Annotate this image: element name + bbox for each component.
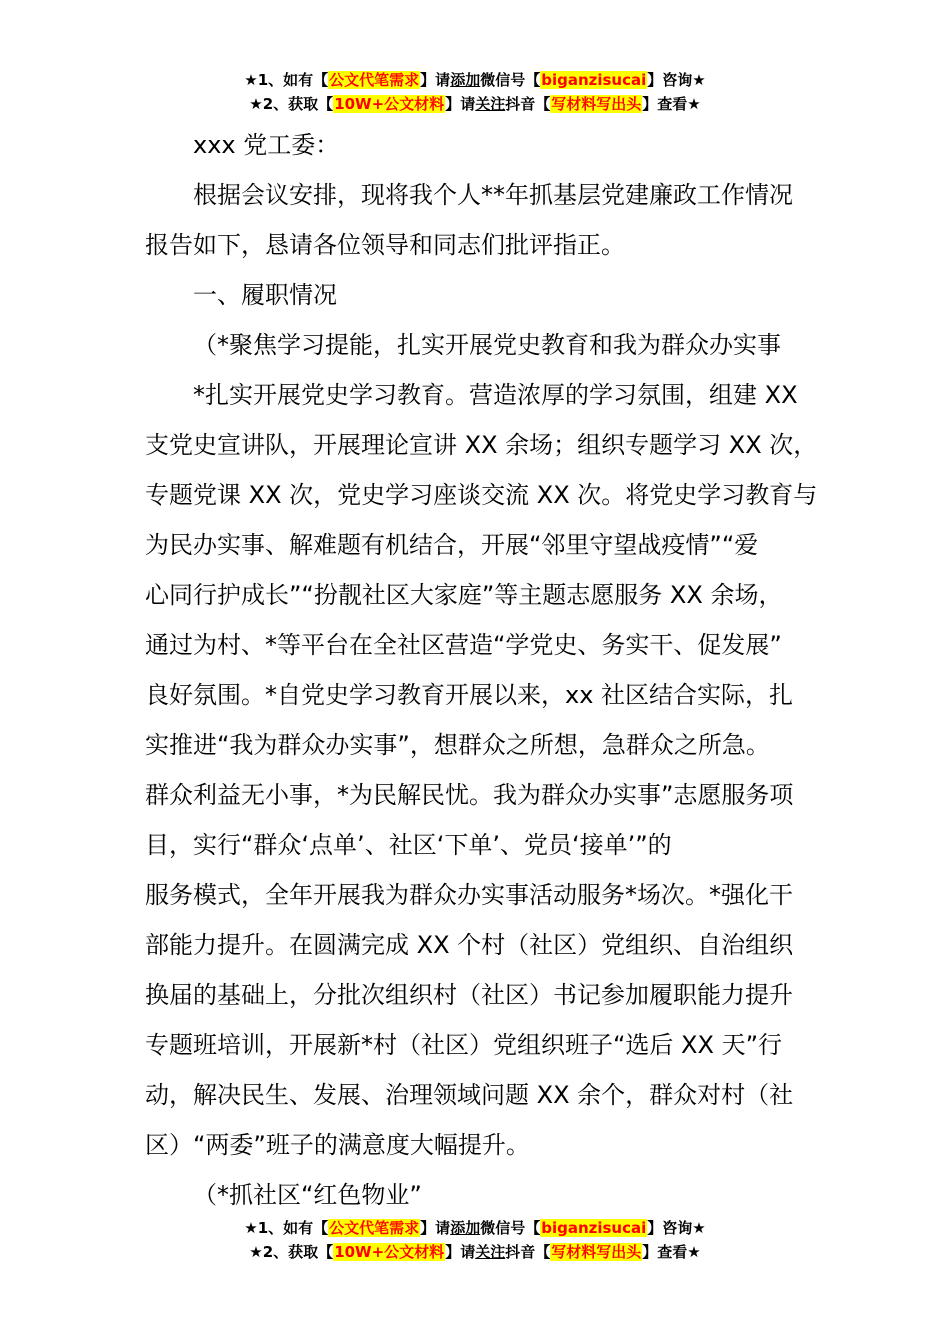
banner-text: ★2、获取【 <box>249 95 334 113</box>
banner-text: 抖音【 <box>505 1243 551 1261</box>
paragraph-line: 支党史宣讲队，开展理论宣讲 XX 余场；组织专题学习 XX 次， <box>145 431 818 459</box>
banner-text: 】咨询★ <box>647 1219 706 1237</box>
subsection-heading: （*聚焦学习提能，扎实开展党史教育和我为群众办实事 <box>193 331 781 359</box>
highlight-wechat-id: biganzisucai <box>541 71 647 89</box>
paragraph-line: 服务模式，全年开展我为群众办实事活动服务*场次。*强化干 <box>145 881 793 909</box>
banner-text: 】请 <box>445 95 476 113</box>
paragraph-line: 专题党课 XX 次，党史学习座谈交流 XX 次。将党史学习教育与 <box>145 481 818 509</box>
highlight-service: 公文代笔需求 <box>329 71 420 89</box>
paragraph-line: 区）“两委”班子的满意度大幅提升。 <box>145 1131 530 1159</box>
banner-text: ★1、如有【 <box>244 1219 329 1237</box>
paragraph-line: 为民办实事、解难题有机结合，开展“邻里守望战疫情”“爱 <box>145 531 759 559</box>
highlight-materials: 10W+公文材料 <box>334 95 445 113</box>
banner-text: 微信号【 <box>480 1219 541 1237</box>
banner-text: 】请 <box>420 1219 451 1237</box>
banner-text: 】查看★ <box>642 1243 701 1261</box>
paragraph-line: 专题班培训，开展新*村（社区）党组织班子“选后 XX 天”行 <box>145 1031 783 1059</box>
highlight-douyin-account: 写材料写出头 <box>551 95 642 113</box>
highlight-service: 公文代笔需求 <box>329 1219 420 1237</box>
banner-line-2 <box>0 92 950 116</box>
header-banner <box>0 68 950 116</box>
paragraph-line: *扎实开展党史学习教育。营造浓厚的学习氛围，组建 XX <box>193 381 798 409</box>
underlined-text: 关注 <box>475 95 506 113</box>
underlined-text: 添加 <box>450 1219 481 1237</box>
section-heading: 一、履职情况 <box>193 281 337 309</box>
highlight-wechat-id: biganzisucai <box>541 1219 647 1237</box>
paragraph-line: 动，解决民生、发展、治理领域问题 XX 余个，群众对村（社 <box>145 1081 794 1109</box>
underlined-text: 关注 <box>475 1243 506 1261</box>
banner-text: ★2、获取【 <box>249 1243 334 1261</box>
banner-text: 】请 <box>445 1243 476 1261</box>
paragraph-line: 根据会议安排，现将我个人**年抓基层党建廉政工作情况 <box>193 181 793 209</box>
paragraph-line: 换届的基础上，分批次组织村（社区）书记参加履职能力提升 <box>145 981 793 1009</box>
document-body <box>145 120 835 1220</box>
paragraph-line: 部能力提升。在圆满完成 XX 个村（社区）党组织、自治组织 <box>145 931 794 959</box>
banner-text: ★1、如有【 <box>244 71 329 89</box>
paragraph-line: 目，实行“群众‘点单’、社区‘下单’、党员‘接单’”的 <box>145 831 672 859</box>
banner-line-1 <box>0 1216 950 1240</box>
banner-text: 】咨询★ <box>647 71 706 89</box>
paragraph-line: 报告如下，恳请各位领导和同志们批评指正。 <box>145 231 625 259</box>
paragraph-line: 通过为村、*等平台在全社区营造“学党史、务实干、促发展” <box>145 631 782 659</box>
salutation: xxx 党工委： <box>193 131 340 159</box>
banner-text: 抖音【 <box>505 95 551 113</box>
highlight-materials: 10W+公文材料 <box>334 1243 445 1261</box>
underlined-text: 添加 <box>450 71 481 89</box>
subsection-heading: （*抓社区“红色物业” <box>193 1181 422 1209</box>
banner-text: 】请 <box>420 71 451 89</box>
paragraph-line: 群众利益无小事，*为民解民忧。我为群众办实事”志愿服务项 <box>145 781 794 809</box>
highlight-douyin-account: 写材料写出头 <box>551 1243 642 1261</box>
banner-line-1 <box>0 68 950 92</box>
banner-line-2 <box>0 1240 950 1264</box>
footer-banner <box>0 1216 950 1264</box>
paragraph-line: 良好氛围。*自党史学习教育开展以来，xx 社区结合实际，扎 <box>145 681 794 709</box>
banner-text: 微信号【 <box>480 71 541 89</box>
paragraph-line: 实推进“我为群众办实事”，想群众之所想，急群众之所急。 <box>145 731 770 759</box>
banner-text: 】查看★ <box>642 95 701 113</box>
paragraph-line: 心同行护成长”“扮靓社区大家庭”等主题志愿服务 XX 余场， <box>145 581 783 609</box>
